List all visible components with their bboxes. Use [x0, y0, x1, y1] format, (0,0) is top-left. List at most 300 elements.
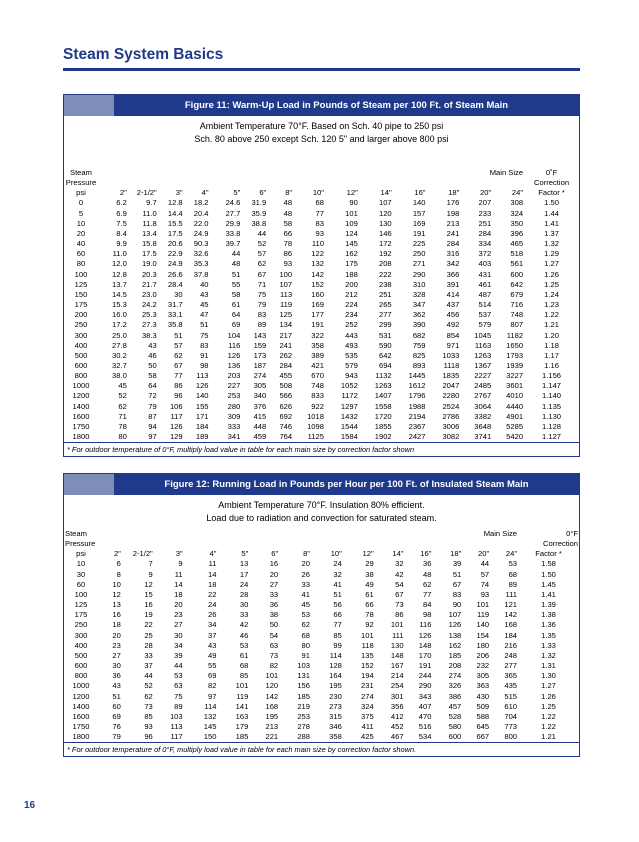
load-cell: 52: [257, 239, 267, 249]
load-cell: 78: [365, 610, 374, 620]
load-cell: 704: [504, 711, 518, 721]
load-cell: 150: [203, 732, 217, 742]
load-cell: 28.4: [167, 279, 183, 289]
load-cell: 198: [446, 208, 460, 218]
figure-12-footnote: * For outdoor temperature of 0°F, multiply load value in table for each main size by correction factor shown.: [64, 742, 579, 756]
load-cell: 26.6: [167, 269, 183, 279]
load-cell: 50: [148, 360, 157, 370]
factor-cell: 1.36: [541, 620, 556, 630]
load-cell: 191: [412, 228, 426, 238]
load-cell: 372: [478, 249, 492, 259]
load-cell: 515: [504, 691, 518, 701]
load-cell: 79: [112, 732, 121, 742]
load-cell: 248: [504, 650, 518, 660]
load-cell: 73: [144, 701, 153, 711]
load-cell: 68: [239, 661, 249, 671]
load-cell: 232: [476, 661, 490, 671]
factor-cell: 1.25: [541, 701, 556, 711]
load-cell: 579: [478, 320, 492, 330]
load-cell: 1263: [374, 381, 392, 391]
load-cell: 13: [239, 559, 249, 569]
load-cell: 132: [203, 711, 217, 721]
load-cell: 12.8: [167, 198, 183, 208]
pressure-cell: 1750: [72, 721, 90, 731]
load-cell: 15: [144, 589, 153, 599]
correction-label: Correction: [534, 178, 570, 188]
correction-label: Correction: [542, 539, 578, 549]
load-cell: 5285: [506, 421, 524, 431]
load-cell: 600: [448, 732, 462, 742]
load-cell: 316: [446, 249, 460, 259]
load-cell: 20: [301, 559, 310, 569]
load-cell: 75: [257, 289, 267, 299]
load-cell: 58: [283, 218, 293, 228]
factor-cell: 1.27: [541, 681, 556, 691]
figure-12-note-2: Load due to radiation and convection for saturated steam.: [206, 513, 437, 523]
pressure-cell: 200: [74, 310, 88, 320]
load-cell: 4440: [506, 401, 524, 411]
factor-cell: 1.45: [541, 579, 556, 589]
column-header: 14": [380, 188, 392, 198]
load-cell: 156: [297, 681, 310, 691]
load-cell: 262: [279, 350, 293, 360]
load-cell: 188: [345, 269, 358, 279]
load-cell: 126: [448, 620, 462, 630]
pressure-cell: 175: [74, 610, 88, 620]
column-header: 12": [346, 188, 358, 198]
load-cell: 61: [231, 300, 241, 310]
figure-11-head: [64, 168, 579, 198]
load-cell: 35.8: [167, 320, 183, 330]
load-cell: 73: [395, 600, 404, 610]
load-cell: 3082: [442, 432, 460, 442]
load-cell: 32.6: [193, 249, 209, 259]
table-row: [64, 249, 579, 259]
load-cell: 145: [203, 721, 217, 731]
load-cell: 125: [279, 310, 293, 320]
table-row: [64, 270, 579, 280]
load-cell: 290: [412, 269, 426, 279]
load-cell: 114: [329, 650, 342, 660]
steam-label: Steam: [70, 168, 92, 177]
load-cell: 350: [510, 218, 524, 228]
load-cell: 17.5: [167, 228, 183, 238]
load-cell: 470: [418, 711, 432, 721]
load-cell: 17.5: [141, 249, 157, 259]
factor-cell: 1.22: [541, 711, 556, 721]
factor-cell: 1.140: [542, 391, 562, 401]
load-cell: 185: [448, 650, 462, 660]
load-cell: 113: [170, 721, 183, 731]
load-cell: 99: [333, 640, 342, 650]
load-cell: 38: [269, 610, 279, 620]
load-cell: 43: [200, 289, 209, 299]
load-cell: 126: [227, 350, 241, 360]
column-header: Factor *: [538, 188, 565, 198]
load-cell: 14.5: [112, 289, 127, 299]
load-cell: 53: [301, 610, 310, 620]
load-cell: 101: [476, 600, 490, 610]
load-cell: 493: [345, 340, 358, 350]
load-cell: 51: [231, 269, 241, 279]
load-cell: 22.9: [167, 249, 183, 259]
column-header: 12": [362, 549, 374, 559]
load-cell: 86: [283, 249, 293, 259]
header-accent: [64, 95, 114, 116]
factor-cell: 1.21: [541, 732, 556, 742]
pressure-cell: 250: [74, 620, 88, 630]
load-cell: 11: [208, 559, 217, 569]
load-cell: 20: [174, 600, 183, 610]
load-cell: 57: [480, 569, 490, 579]
load-cell: 12: [144, 579, 153, 589]
table-row: [64, 391, 579, 401]
pressure-cell: 800: [74, 671, 88, 681]
table-row: [64, 570, 579, 580]
pressure-cell: 10: [76, 559, 86, 569]
load-cell: 435: [504, 681, 518, 691]
load-cell: 168: [265, 701, 279, 711]
table-row: [64, 310, 579, 320]
load-cell: 18: [174, 589, 183, 599]
load-cell: 93: [480, 589, 490, 599]
load-cell: 1125: [307, 432, 324, 442]
load-cell: 25.0: [112, 330, 127, 340]
table-row: [64, 381, 579, 391]
pressure-cell: 400: [74, 640, 88, 650]
load-cell: 13.7: [112, 279, 127, 289]
load-cell: 143: [253, 330, 267, 340]
load-cell: 32.7: [112, 360, 127, 370]
factor-cell: 1.127: [542, 432, 562, 442]
load-cell: 1902: [374, 432, 392, 442]
load-cell: 41: [333, 579, 342, 589]
table-row: [64, 361, 579, 371]
figure-11-note-2: Sch. 80 above 250 except Sch. 120 5" and larger above 800 psi: [194, 134, 449, 144]
table-row: [64, 229, 579, 239]
load-cell: 514: [478, 300, 492, 310]
load-cell: 68: [301, 630, 310, 640]
load-cell: 152: [361, 661, 374, 671]
load-cell: 62: [301, 620, 310, 630]
pressure-cell: 1000: [72, 381, 90, 391]
load-cell: 177: [311, 310, 324, 320]
load-cell: 825: [412, 350, 426, 360]
load-cell: 180: [476, 640, 490, 650]
load-cell: 11.8: [142, 218, 157, 228]
load-cell: 32: [395, 559, 404, 569]
load-cell: 32: [333, 569, 342, 579]
column-header: 2": [119, 188, 127, 198]
load-cell: 389: [311, 350, 324, 360]
load-cell: 79: [257, 300, 267, 310]
load-cell: 148: [418, 640, 432, 650]
load-cell: 461: [478, 279, 492, 289]
factor-cell: 1.44: [544, 208, 559, 218]
load-cell: 173: [253, 350, 267, 360]
load-cell: 455: [279, 371, 293, 381]
load-cell: 251: [378, 289, 392, 299]
table-row: [64, 198, 579, 208]
factor-cell: 1.17: [544, 350, 559, 360]
load-cell: 508: [279, 381, 293, 391]
load-cell: 107: [279, 279, 293, 289]
column-header: psi: [76, 549, 86, 559]
load-cell: 833: [311, 391, 324, 401]
table-row: [64, 341, 579, 351]
load-cell: 15.8: [141, 239, 157, 249]
table-row: [64, 290, 579, 300]
load-cell: 40: [200, 279, 209, 289]
load-cell: 78: [118, 421, 127, 431]
load-cell: 46: [239, 630, 249, 640]
load-cell: 326: [448, 681, 462, 691]
load-cell: 1407: [374, 391, 392, 401]
load-cell: 17.2: [112, 320, 127, 330]
header-accent: [64, 474, 114, 495]
load-cell: 90: [452, 600, 462, 610]
load-cell: 126: [169, 421, 183, 431]
load-cell: 58: [231, 289, 241, 299]
load-cell: 7.5: [116, 218, 127, 228]
load-cell: 6.9: [116, 208, 127, 218]
load-cell: 100: [279, 269, 293, 279]
load-cell: 27: [269, 579, 279, 589]
load-cell: 9.7: [146, 198, 157, 208]
load-cell: 415: [253, 411, 267, 421]
load-cell: 1018: [307, 411, 324, 421]
load-cell: 8.4: [116, 228, 127, 238]
pressure-cell: 1200: [72, 691, 90, 701]
table-row: [64, 300, 579, 310]
load-cell: 9: [178, 559, 183, 569]
load-cell: 74: [480, 579, 490, 589]
load-cell: 2194: [408, 411, 426, 421]
load-cell: 1558: [374, 401, 392, 411]
load-cell: 15.5: [167, 218, 183, 228]
load-cell: 114: [204, 701, 217, 711]
load-cell: 38.8: [251, 218, 267, 228]
pressure-cell: 1400: [72, 401, 90, 411]
load-cell: 207: [478, 198, 492, 208]
pressure-label: Pressure: [65, 539, 96, 549]
load-cell: 42: [239, 620, 249, 630]
column-header: 2-1/2": [136, 188, 157, 198]
load-cell: 694: [378, 360, 392, 370]
table-row: [64, 320, 579, 330]
load-cell: 96: [174, 391, 183, 401]
load-cell: 195: [265, 711, 279, 721]
load-cell: 36: [112, 671, 121, 681]
pressure-cell: 600: [74, 360, 88, 370]
load-cell: 467: [390, 732, 404, 742]
pressure-cell: 5: [78, 208, 84, 218]
load-cell: 51: [112, 691, 121, 701]
load-cell: 854: [446, 330, 460, 340]
load-cell: 77: [422, 589, 432, 599]
load-cell: 1045: [474, 330, 492, 340]
load-cell: 16: [269, 559, 279, 569]
load-cell: 233: [478, 208, 492, 218]
load-cell: 1939: [506, 360, 524, 370]
load-cell: 107: [378, 198, 392, 208]
load-cell: 142: [504, 610, 518, 620]
load-cell: 252: [345, 320, 358, 330]
load-cell: 15.3: [112, 300, 127, 310]
load-cell: 67: [452, 579, 462, 589]
load-cell: 1445: [408, 371, 426, 381]
load-cell: 85: [239, 671, 249, 681]
load-cell: 2367: [408, 421, 426, 431]
column-header: 20": [478, 549, 490, 559]
load-cell: 346: [329, 721, 342, 731]
load-cell: 11.0: [142, 208, 157, 218]
pressure-cell: 1200: [72, 391, 90, 401]
load-cell: 2047: [442, 381, 460, 391]
load-cell: 44: [257, 228, 267, 238]
load-cell: 414: [446, 289, 460, 299]
load-cell: 53: [239, 640, 249, 650]
factor-cell: 1.16: [544, 360, 559, 370]
load-cell: 113: [196, 371, 209, 381]
load-cell: 37.8: [193, 269, 209, 279]
column-header: 2": [113, 549, 121, 559]
load-cell: 37: [208, 630, 217, 640]
load-cell: 101: [361, 630, 374, 640]
load-cell: 213: [265, 721, 279, 731]
factor-cell: 1.37: [544, 228, 559, 238]
load-cell: 561: [510, 259, 524, 269]
load-cell: 109: [345, 218, 358, 228]
load-cell: 26: [208, 610, 217, 620]
load-cell: 107: [448, 610, 462, 620]
column-header: 16": [420, 549, 432, 559]
load-cell: 893: [412, 360, 426, 370]
load-cell: 67: [257, 269, 267, 279]
pressure-cell: 1600: [72, 411, 90, 421]
load-cell: 411: [361, 721, 374, 731]
load-cell: 130: [378, 218, 392, 228]
table-row: [64, 259, 579, 269]
load-cell: 431: [478, 269, 492, 279]
load-cell: 49: [208, 650, 217, 660]
load-cell: 92: [365, 620, 374, 630]
load-cell: 746: [279, 421, 293, 431]
pressure-cell: 1750: [72, 421, 90, 431]
pressure-cell: 40: [76, 239, 86, 249]
load-cell: 48: [231, 259, 241, 269]
table-row: [64, 641, 579, 651]
load-cell: 1796: [408, 391, 426, 401]
load-cell: 172: [378, 239, 392, 249]
load-cell: 154: [476, 630, 490, 640]
table-row: [64, 402, 579, 412]
load-cell: 28: [144, 640, 153, 650]
load-cell: 692: [279, 411, 293, 421]
load-cell: 251: [478, 218, 492, 228]
load-cell: 168: [504, 620, 518, 630]
load-cell: 386: [448, 691, 462, 701]
factor-cell: 1.35: [541, 630, 556, 640]
load-cell: 230: [329, 691, 342, 701]
load-cell: 305: [253, 381, 267, 391]
load-cell: 30: [112, 661, 121, 671]
column-header: 18": [450, 549, 462, 559]
load-cell: 22: [144, 620, 153, 630]
load-cell: 51: [174, 330, 183, 340]
load-cell: 71: [257, 279, 267, 289]
load-cell: 84: [422, 600, 432, 610]
load-cell: 55: [231, 279, 241, 289]
load-cell: 191: [311, 320, 324, 330]
table-row: [64, 432, 579, 442]
factor-cell: 1.32: [541, 650, 556, 660]
load-cell: 195: [329, 681, 342, 691]
load-cell: 185: [235, 732, 249, 742]
load-cell: 96: [144, 732, 153, 742]
load-cell: 33.8: [225, 228, 241, 238]
load-cell: 45: [118, 381, 127, 391]
load-cell: 341: [227, 432, 241, 442]
load-cell: 85: [144, 711, 153, 721]
load-cell: 1793: [506, 350, 524, 360]
load-cell: 1650: [506, 340, 524, 350]
load-cell: 4901: [506, 411, 524, 421]
load-cell: 456: [446, 310, 460, 320]
load-cell: 274: [361, 691, 374, 701]
table-row: [64, 331, 579, 341]
load-cell: 101: [265, 671, 279, 681]
load-cell: 45: [301, 600, 310, 610]
load-cell: 20: [269, 569, 279, 579]
load-cell: 162: [448, 640, 462, 650]
figure-12-table: [64, 529, 579, 742]
load-cell: 208: [448, 661, 462, 671]
load-cell: 253: [227, 391, 241, 401]
load-cell: 1432: [340, 411, 358, 421]
zero-f-label: 0˚F: [545, 168, 558, 177]
load-cell: 24.6: [225, 198, 241, 208]
figure-11-header: [64, 95, 579, 116]
load-cell: 134: [279, 320, 293, 330]
table-row: [64, 280, 579, 290]
load-cell: 110: [311, 239, 324, 249]
load-cell: 8: [116, 569, 121, 579]
load-cell: 57: [174, 340, 183, 350]
load-cell: 101: [390, 620, 404, 630]
load-cell: 1172: [341, 391, 358, 401]
pressure-cell: 1800: [72, 432, 90, 442]
load-cell: 759: [412, 340, 426, 350]
load-cell: 27.8: [112, 340, 127, 350]
load-cell: 280: [227, 401, 241, 411]
column-header: 5": [241, 549, 249, 559]
load-cell: 274: [253, 371, 267, 381]
column-header: psi: [76, 188, 86, 198]
load-cell: 217: [279, 330, 293, 340]
load-cell: 16: [112, 610, 121, 620]
load-cell: 21.7: [141, 279, 157, 289]
load-cell: 118: [361, 640, 374, 650]
load-cell: 642: [510, 279, 524, 289]
pressure-cell: 30: [76, 569, 86, 579]
load-cell: 117: [170, 732, 183, 742]
load-cell: 66: [283, 228, 293, 238]
load-cell: 305: [476, 671, 490, 681]
load-cell: 2485: [474, 381, 492, 391]
table-row: [64, 610, 579, 620]
load-cell: 68: [315, 198, 324, 208]
